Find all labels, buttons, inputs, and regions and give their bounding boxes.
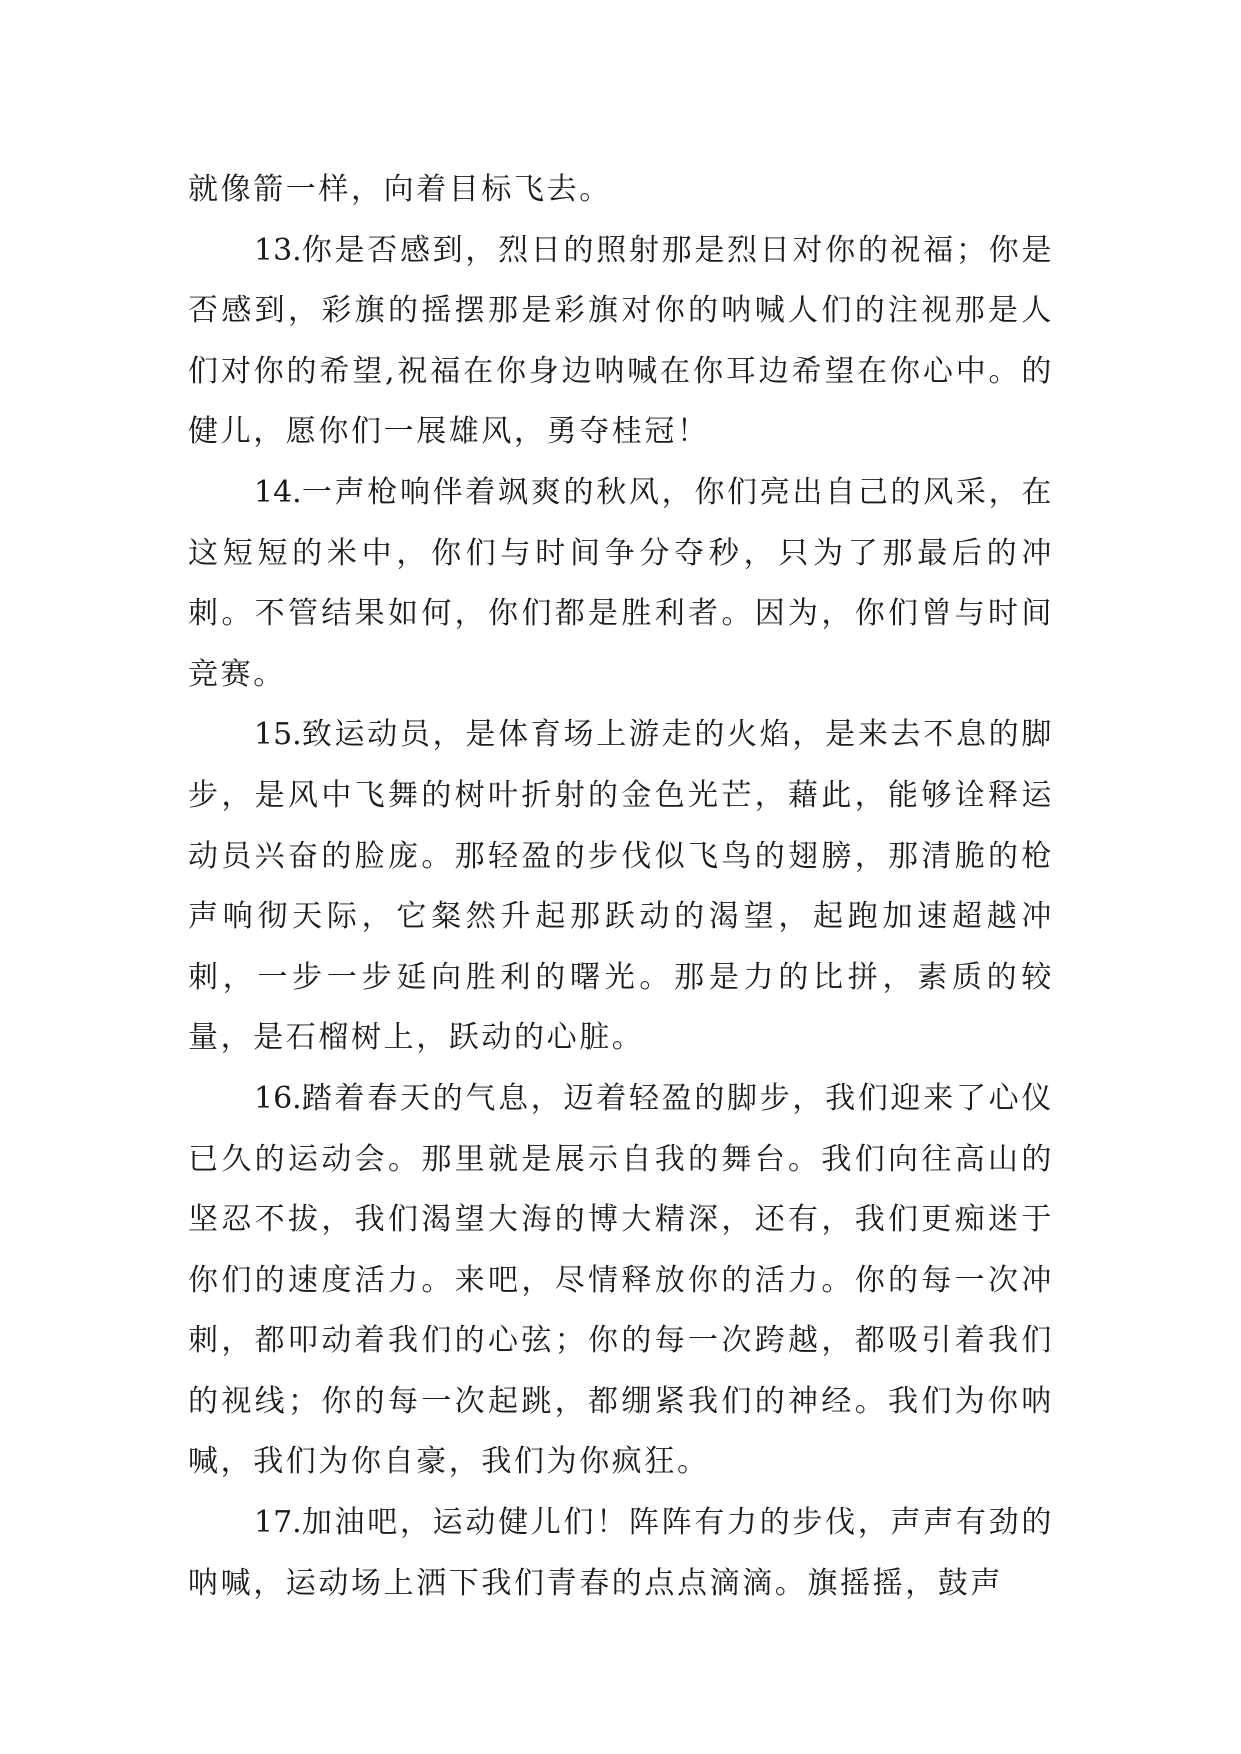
paragraph-number: 15. [254,717,302,753]
paragraph-16 [188,1069,1054,1493]
paragraph-continuation [188,160,1054,221]
paragraph-text: 致运动员，是体育场上游走的火焰，是来去不息的脚步，是风中飞舞的树叶折射的金色光芒，藉此，能够诠释运动员兴奋的脸庞。那轻盈的步伐似飞鸟的翅膀，那清脆的枪声响彻天际，它粲然升起那跃动的渴望，起跑加速超越冲刺，一步一步延向胜利的曙光。那是力的比拼，素质的较量，是石榴树上，跃动的心脏。 [188,717,1054,1056]
paragraph-number: 13. [254,232,302,268]
paragraph-15 [188,705,1054,1069]
paragraph-13 [188,221,1054,463]
paragraph-number: 14. [254,474,302,510]
paragraph-text: 踏着春天的气息，迈着轻盈的脚步，我们迎来了心仪已久的运动会。那里就是展示自我的舞台。我们向往高山的坚忍不拔，我们渴望大海的博大精深，还有，我们更痴迷于你们的速度活力。来吧，尽情释放你的活力。你的每一次冲刺，都叩动着我们的心弦；你的每一次跨越，都吸引着我们的视线；你的每一次起跳，都绷紧我们的神经。我们为你呐喊，我们为你自豪，我们为你疯狂。 [188,1080,1054,1480]
paragraph-text: 加油吧，运动健儿们！阵阵有力的步伐，声声有劲的呐喊，运动场上洒下我们青春的点点滴滴。旗摇摇，鼓声 [188,1505,1054,1601]
paragraph-text: 一声枪响伴着飒爽的秋风，你们亮出自己的风采，在这短短的米中，你们与时间争分夺秒，只为了那最后的冲刺。不管结果如何，你们都是胜利者。因为，你们曾与时间竞赛。 [188,474,1054,692]
paragraph-text: 你是否感到，烈日的照射那是烈日对你的祝福；你是否感到，彩旗的摇摆那是彩旗对你的呐喊人们的注视那是人们对你的希望,祝福在你身边呐喊在你耳边希望在你心中。的健儿，愿你们一展雄风，勇夺桂冠！ [188,232,1054,450]
paragraph-14 [188,463,1054,705]
paragraph-number: 16. [254,1080,302,1116]
document-body [188,160,1054,1614]
paragraph-17 [188,1493,1054,1614]
paragraph-text: 就像箭一样，向着目标飞去。 [188,172,612,207]
paragraph-number: 17. [254,1505,302,1541]
